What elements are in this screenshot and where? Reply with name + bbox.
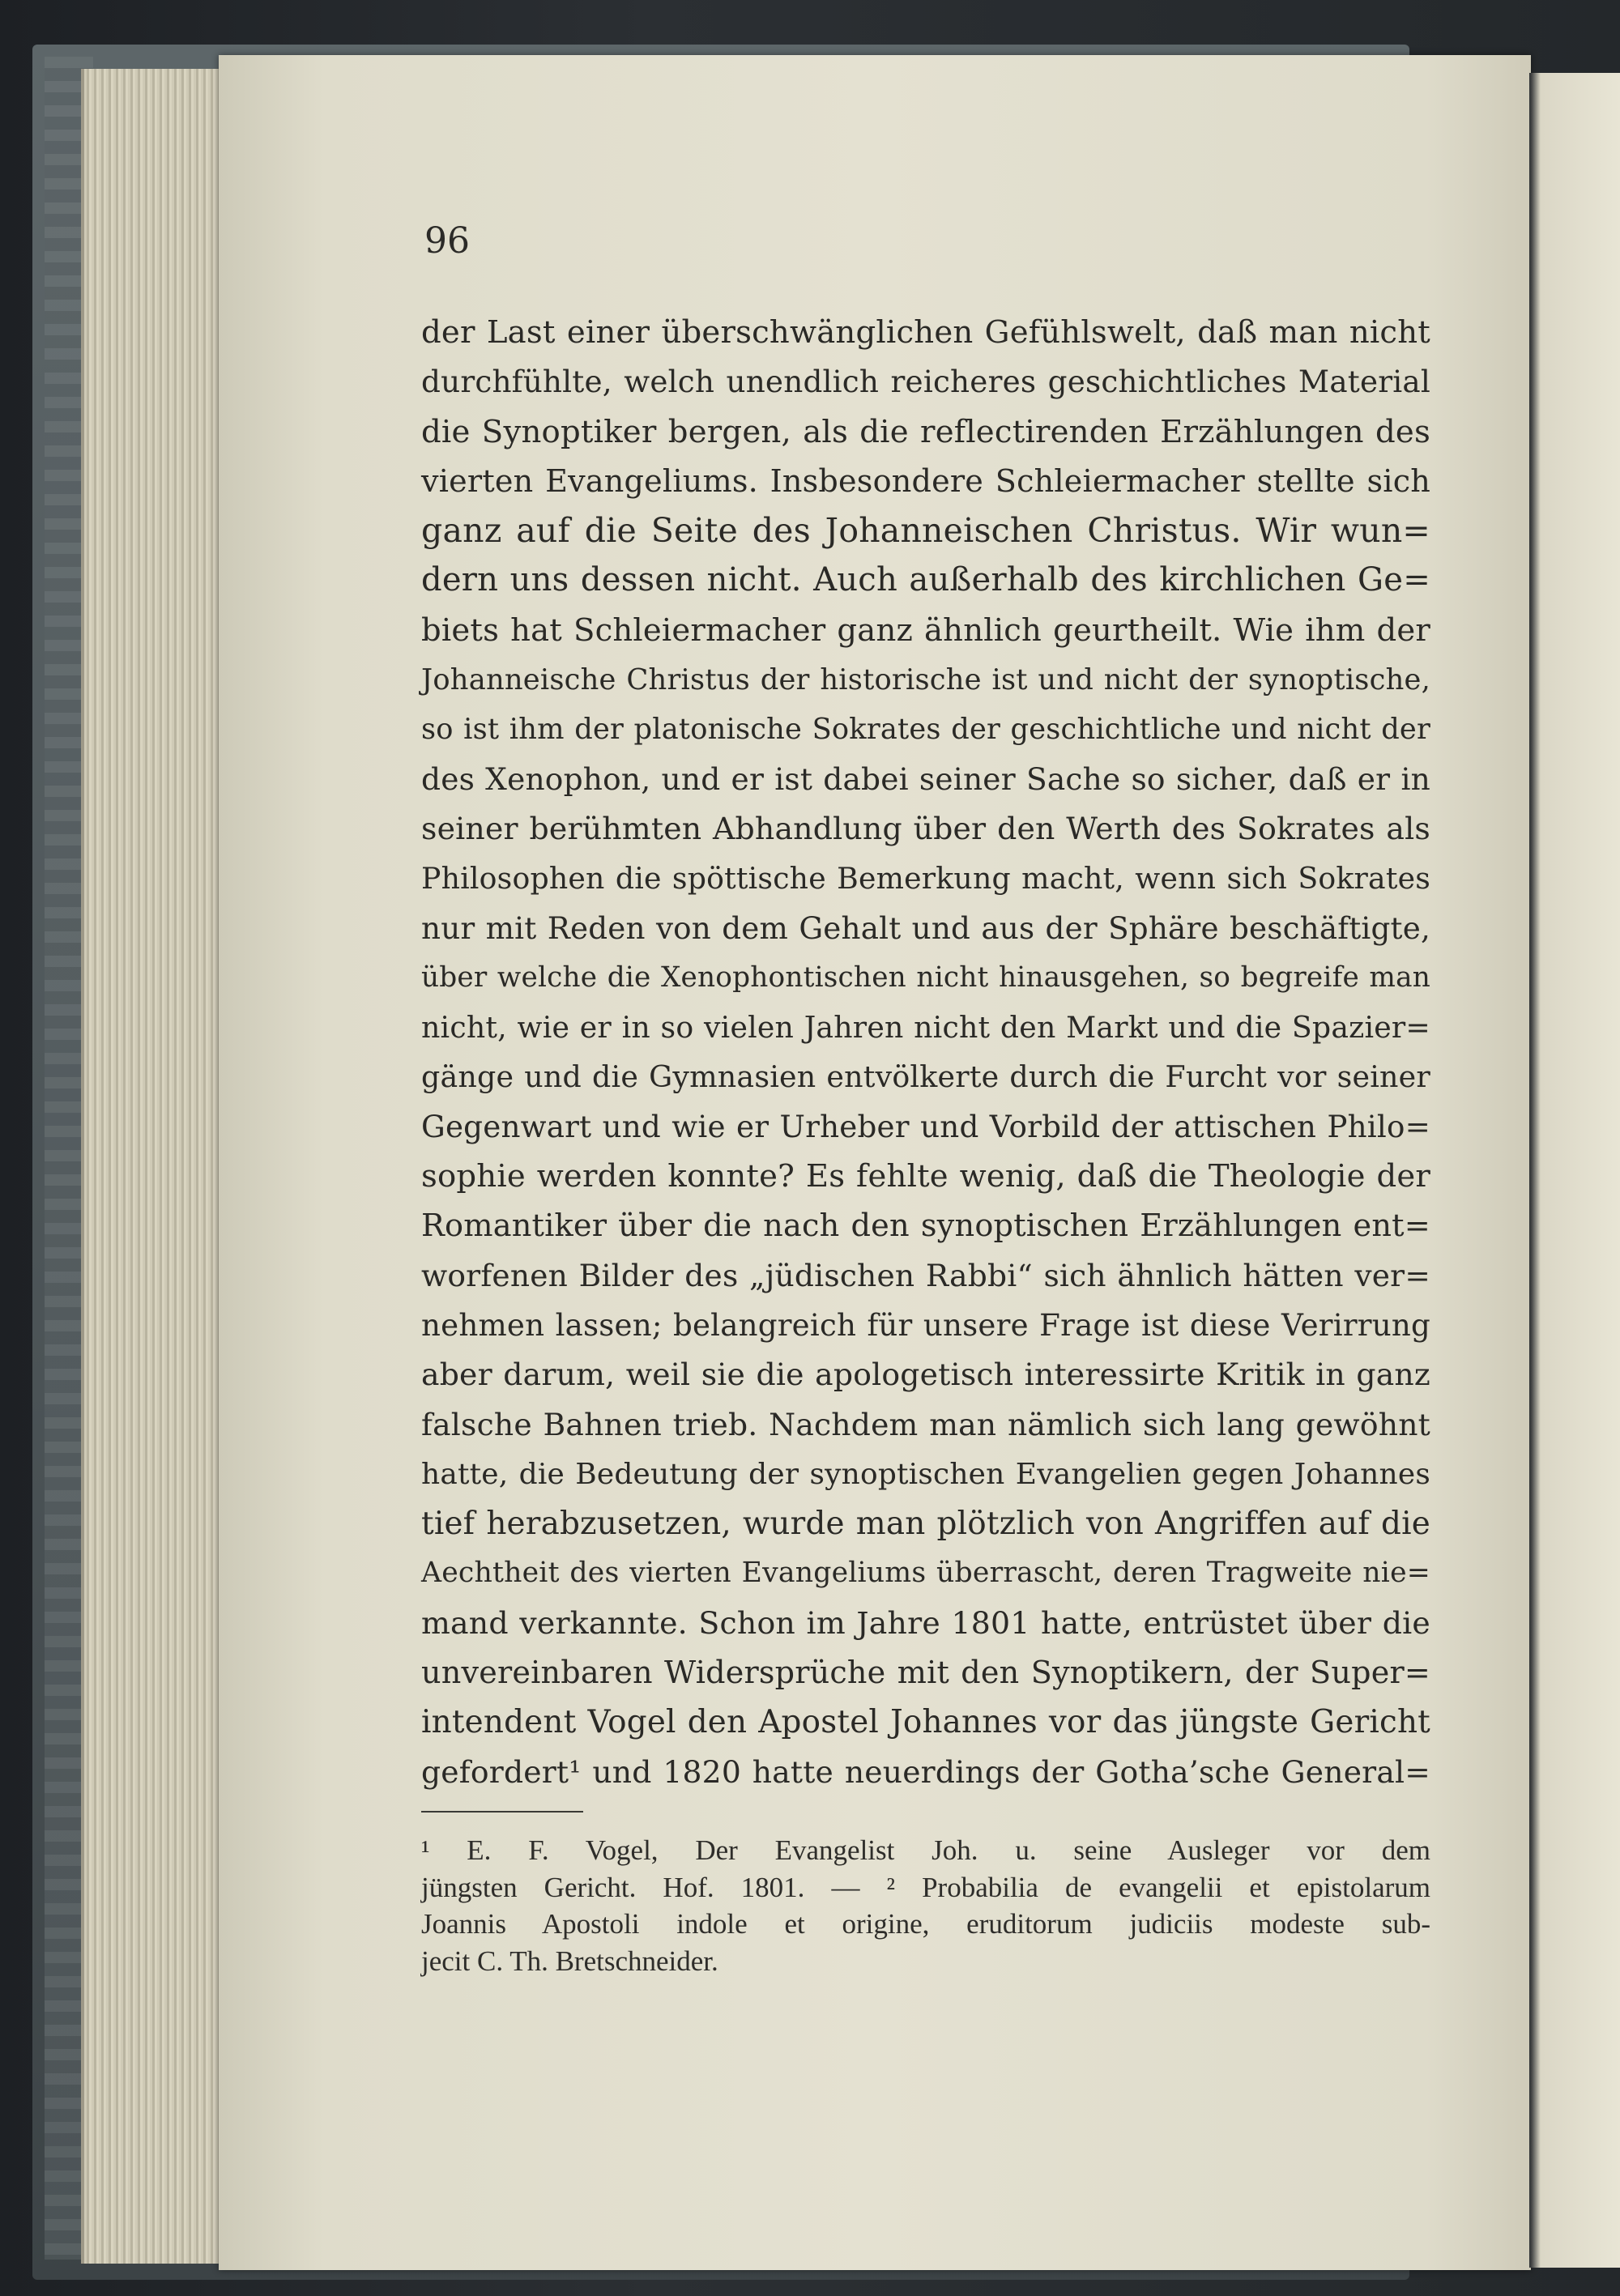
text-line: durchfühlte, welch unendlich reicheres geschichtliches Material	[421, 364, 1430, 400]
text-line: vierten Evangeliums. Insbesondere Schleiermacher stellte sich	[421, 462, 1430, 499]
text-line: Romantiker über die nach den synoptischen Erzählungen ent=	[421, 1208, 1430, 1245]
text-line: unvereinbaren Widersprüche mit den Synoptikern, der Super=	[421, 1655, 1430, 1691]
text-line: biets hat Schleiermacher ganz ähnlich geurtheilt. Wie ihm der	[421, 611, 1430, 649]
text-line: Aechtheit des vierten Evangeliums überrascht, deren Tragweite nie=	[421, 1557, 1430, 1590]
text-line: Johanneische Christus der historische ist und nicht der synoptische,	[421, 663, 1430, 697]
text-line: intendent Vogel den Apostel Johannes vor das jüngste Gericht	[421, 1704, 1430, 1741]
text-line: gefordert¹ und 1820 hatte neuerdings der Gotha’sche General=	[421, 1753, 1430, 1790]
text-line: aber darum, weil sie die apologetisch interessirte Kritik in ganz	[421, 1357, 1430, 1393]
text-line: die Synoptiker bergen, als die reflectirenden Erzählungen des	[421, 413, 1430, 450]
footnote-line: ¹ E. F. Vogel, Der Evangelist Joh. u. seine Ausleger vor dem	[421, 1834, 1430, 1866]
text-line: tief herabzusetzen, wurde man plötzlich von Angriffen auf die	[421, 1506, 1430, 1543]
text-line: nehmen lassen; belangreich für unsere Frage ist diese Verirrung	[421, 1307, 1430, 1343]
text-line: Philosophen die spöttische Bemerkung macht, wenn sich Sokrates	[421, 861, 1430, 897]
text-line: mand verkannte. Schon im Jahre 1801 hatte, entrüstet über die	[421, 1604, 1430, 1641]
page-number: 96	[424, 220, 470, 262]
text-line: sophie werden konnte? Es fehlte wenig, daß die Theologie der	[421, 1158, 1430, 1195]
text-line: so ist ihm der platonische Sokrates der geschichtliche und nicht der	[421, 713, 1430, 747]
text-line: nur mit Reden von dem Gehalt und aus der Sphäre beschäftigte,	[421, 909, 1430, 946]
body-text	[421, 308, 1430, 1797]
text-line: hatte, die Bedeutung der synoptischen Evangelien gegen Johannes	[421, 1457, 1430, 1491]
text-line: der Last einer überschwänglichen Gefühlswelt, daß man nicht	[421, 314, 1430, 351]
footnotes	[421, 1832, 1430, 1979]
text-line: ganz auf die Seite des Johanneischen Christus. Wir wun=	[421, 511, 1430, 551]
text-line: nicht, wie er in so vielen Jahren nicht den Markt und die Spazier=	[421, 1010, 1430, 1046]
text-line: über welche die Xenophontischen nicht hinausgehen, so begreife man	[421, 961, 1430, 994]
text-line: Gegenwart und wie er Urheber und Vorbild der attischen Philo=	[421, 1108, 1430, 1144]
gutter-shadow	[1529, 73, 1541, 2268]
text-line: des Xenophon, und er ist dabei seiner Sache so sicher, daß er in	[421, 760, 1430, 797]
footnote-line: jüngsten Gericht. Hof. 1801. — ² Probabilia de evangelii et epistolarum	[421, 1871, 1430, 1903]
footnote-line: Joannis Apostoli indole et origine, eruditorum judiciis modeste sub-	[421, 1908, 1430, 1940]
facing-page-edge	[1531, 73, 1620, 2268]
text-line: worfenen Bilder des „jüdischen Rabbi“ sich ähnlich hätten ver=	[421, 1257, 1430, 1293]
footnote-line: jecit C. Th. Bretschneider.	[421, 1945, 718, 1977]
text-line: dern uns dessen nicht. Auch außerhalb des kirchlichen Ge=	[421, 561, 1430, 599]
text-line: falsche Bahnen trieb. Nachdem man nämlich sich lang gewöhnt	[421, 1406, 1430, 1442]
footnote-rule	[421, 1811, 583, 1813]
text-line: seiner berühmten Abhandlung über den Werth des Sokrates als	[421, 810, 1430, 846]
text-line: gänge und die Gymnasien entvölkerte durch die Furcht vor seiner	[421, 1059, 1430, 1095]
